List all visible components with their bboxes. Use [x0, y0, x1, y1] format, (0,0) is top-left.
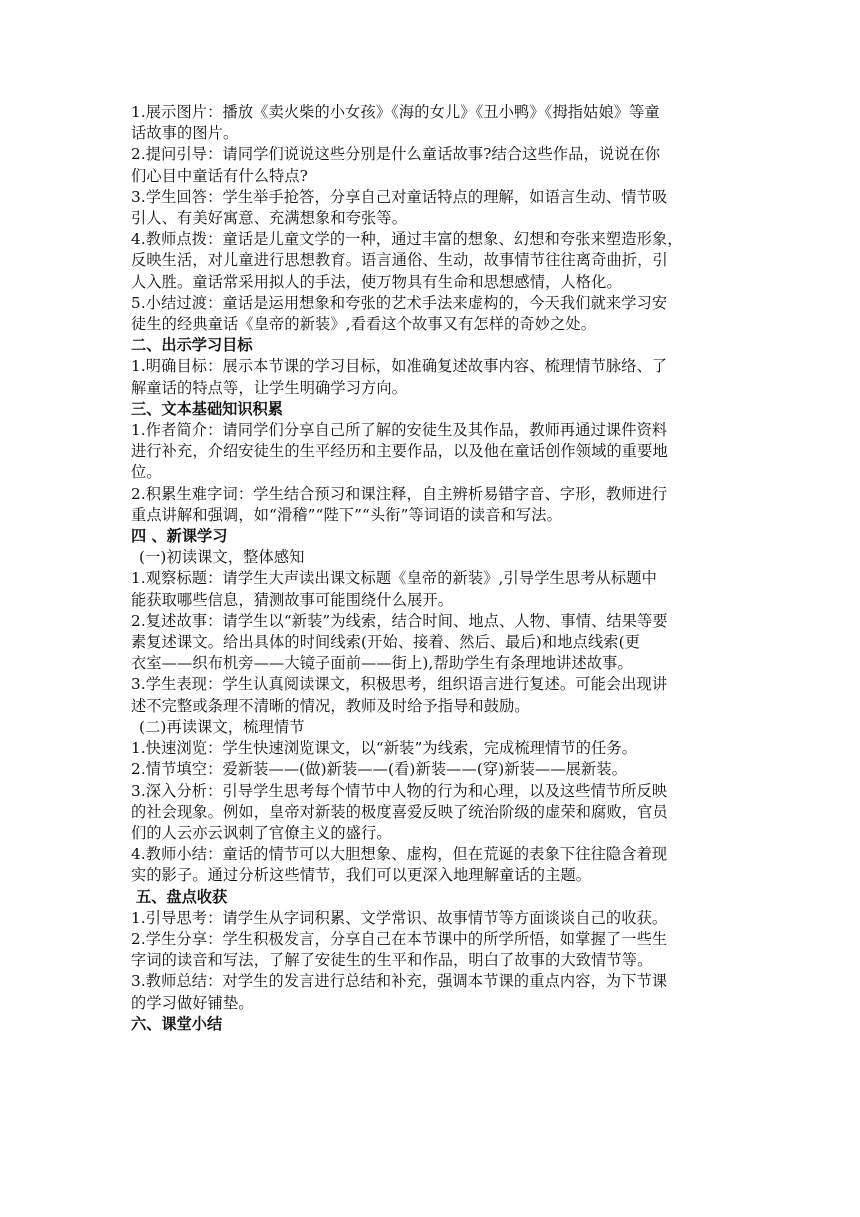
- paragraph-line: 1.作者简介：请同学们分享自己所了解的安徒生及其作品，教师再通过课件资料: [131, 421, 668, 440]
- paragraph-line: 的学习做好铺垫。: [131, 993, 254, 1012]
- paragraph-line: 2.复述故事：请学生以“新装”为线索，结合时间、地点、人物、事情、结果等要: [131, 611, 668, 630]
- paragraph-line: 4.教师小结：童话的情节可以大胆想象、虚构，但在荒诞的表象下往往隐含着现: [131, 845, 668, 864]
- subsection-heading: (一)初读课文，整体感知: [139, 548, 305, 567]
- paragraph-line: 2.情节填空：爱新装——(做)新装——(看)新装——(穿)新装——展新装。: [131, 760, 628, 779]
- section-heading: 六、课堂小结: [131, 1014, 223, 1033]
- paragraph-line: 的社会现象。例如，皇帝对新装的极度喜爱反映了统治阶级的虚荣和腐败，官员: [131, 802, 668, 821]
- section-heading: 二、出示学习目标: [131, 336, 253, 355]
- paragraph-line: 们心目中童话有什么特点?: [131, 166, 309, 185]
- paragraph-line: 引人、有美好寓意、充满想象和夸张等。: [131, 209, 408, 228]
- paragraph-line: 3.学生回答：学生举手抢答，分享自己对童话特点的理解，如语言生动、情节吸: [131, 187, 668, 206]
- paragraph-line: 衣室——织布机旁——大镜子面前——街上),帮助学生有条理地讲述故事。: [131, 654, 633, 673]
- paragraph-line: 反映生活，对儿童进行思想教育。语言通俗、生动，故事情节往往离奇曲折，引: [131, 251, 668, 270]
- paragraph-line: 们的人云亦云讽刺了官僚主义的盛行。: [131, 823, 392, 842]
- paragraph-line: 解童话的特点等，让学生明确学习方向。: [131, 378, 408, 397]
- paragraph-line: 人入胜。童话常采用拟人的手法，使万物具有生命和思想感情，人格化。: [131, 272, 622, 291]
- paragraph-line: 重点讲解和强调，如“滑稽”“陛下”“头衔”等词语的读音和写法。: [131, 505, 562, 524]
- paragraph-line: 字词的读音和写法，了解了安徒生的生平和作品，明白了故事的大致情节等。: [131, 951, 653, 970]
- paragraph-line: 2.积累生难字词：学生结合预习和课注释，自主辨析易错字音、字形，教师进行: [131, 484, 668, 503]
- paragraph-line: 2.学生分享：学生积极发言，分享自己在本节课中的所学所悟，如掌握了一些生: [131, 929, 668, 948]
- paragraph-line: 1.展示图片：播放《卖火柴的小女孩》《海的女儿》《丑小鸭》《拇指姑娘》等童: [131, 103, 660, 121]
- paragraph-line: 1.明确目标：展示本节课的学习目标，如准确复述故事内容、梳理情节脉络、了: [131, 357, 668, 376]
- paragraph-line: 5.小结过渡：童话是运用想象和夸张的艺术手法来虚构的，今天我们就来学习安: [131, 293, 668, 312]
- paragraph-line: 述不完整或条理不清晰的情况，教师及时给予指导和鼓励。: [131, 696, 530, 715]
- paragraph-line: 3.教师总结：对学生的发言进行总结和补充，强调本节课的重点内容，为下节课: [131, 972, 668, 991]
- paragraph-line: 素复述课文。给出具体的时间线索(开始、接着、然后、最后)和地点线索(更: [131, 633, 641, 652]
- paragraph-line: 能获取哪些信息，猜测故事可能围绕什么展开。: [131, 590, 454, 609]
- paragraph-line: 1.引导思考：请学生从字词积累、文学常识、故事情节等方面谈谈自己的收获。: [131, 908, 668, 927]
- paragraph-line: 1.快速浏览：学生快速浏览课文，以“新装”为线索，完成梳理情节的任务。: [131, 739, 638, 758]
- paragraph-line: 位。: [131, 463, 162, 482]
- paragraph-line: 2.提问引导：请同学们说说这些分别是什么童话故事?结合这些作品，说说在你: [131, 145, 661, 164]
- document-page: [131, 102, 733, 1035]
- paragraph-line: 1.观察标题：请学生大声读出课文标题《皇帝的新装》,引导学生思考从标题中: [131, 569, 657, 588]
- paragraph-line: 3.深入分析：引导学生思考每个情节中人物的行为和心理，以及这些情节所反映: [131, 781, 668, 800]
- paragraph-line: 3.学生表现：学生认真阅读课文，积极思考，组织语言进行复述。可能会出现讲: [131, 675, 668, 694]
- paragraph-line: 4.教师点拨：童话是儿童文学的一种，通过丰富的想象、幻想和夸张来塑造形象，: [131, 230, 683, 249]
- section-heading: 五、盘点收获: [136, 887, 228, 906]
- paragraph-line: 实的影子。通过分析这些情节，我们可以更深入地理解童话的主题。: [131, 866, 592, 885]
- subsection-heading: (二)再读课文，梳理情节: [139, 717, 305, 736]
- section-heading: 三、文本基础知识积累: [131, 399, 283, 418]
- paragraph-line: 徒生的经典童话《皇帝的新装》,看看这个故事又有怎样的奇妙之处。: [131, 315, 597, 334]
- paragraph-line: 话故事的图片。: [131, 124, 239, 143]
- paragraph-line: 进行补充，介绍安徒生的生平经历和主要作品，以及他在童话创作领域的重要地: [131, 442, 668, 461]
- section-heading: 四 、新课学习: [131, 527, 228, 546]
